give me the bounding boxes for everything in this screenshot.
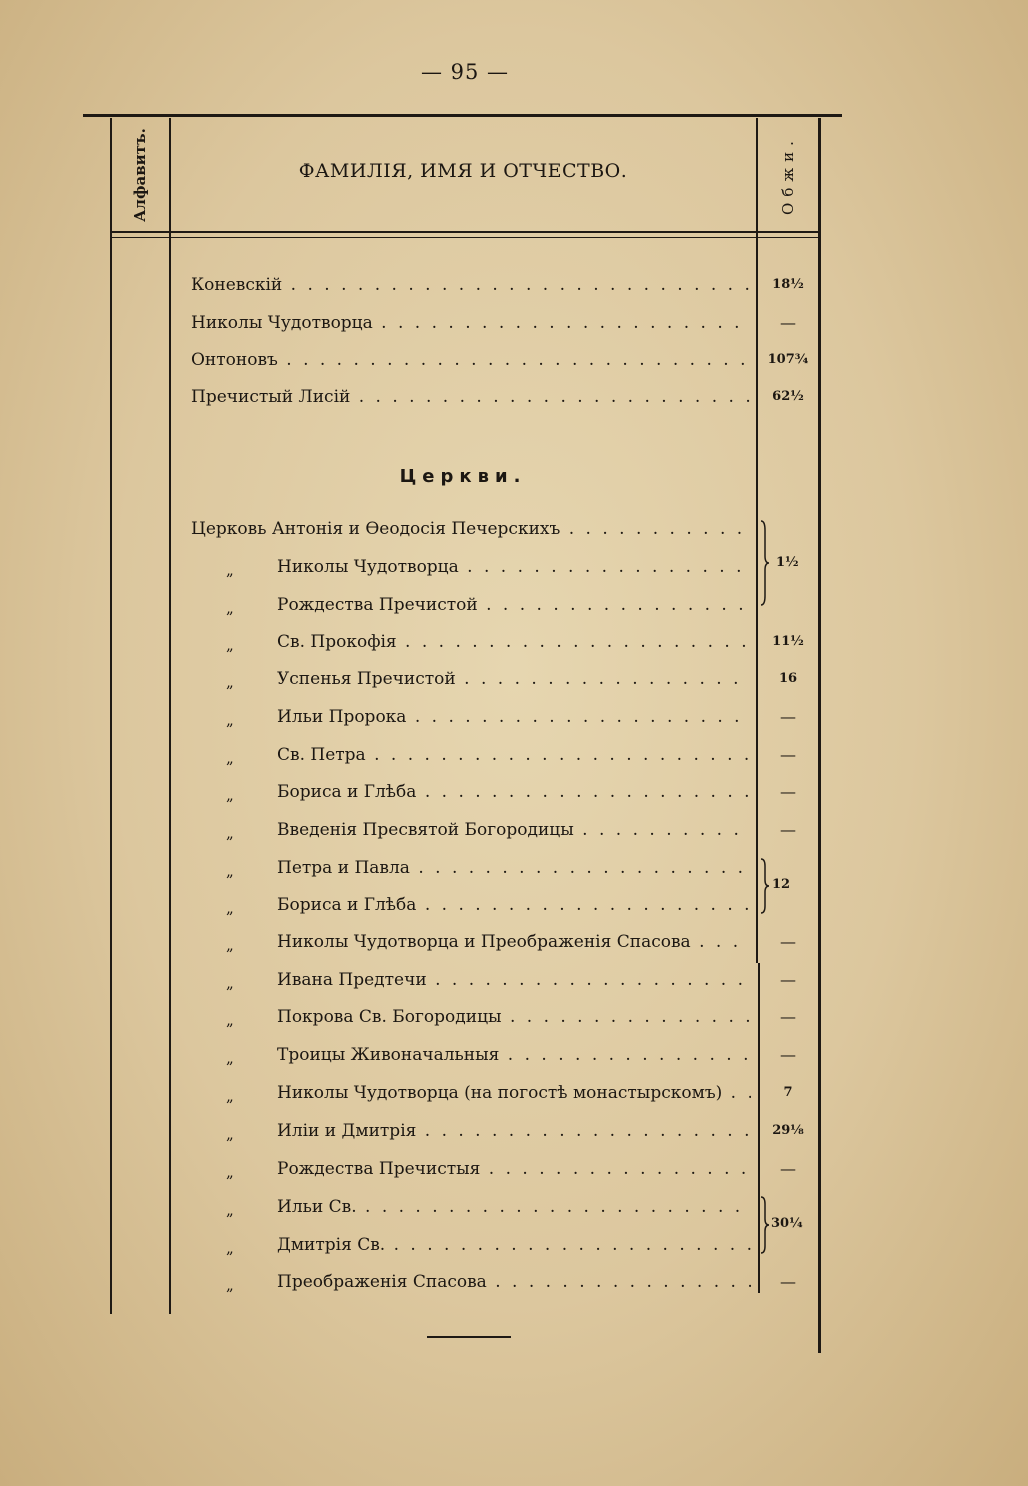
table-row — [0, 515, 1028, 543]
table-row — [0, 309, 1028, 337]
entry-name: Иліи и Дмитрія . . . — [277, 1117, 751, 1145]
entry-value: 11½ — [772, 634, 804, 649]
ditto-mark: „ — [226, 673, 234, 691]
ditto-mark: „ — [226, 636, 234, 654]
table-row — [0, 346, 1028, 374]
ditto-mark: „ — [226, 899, 234, 917]
ditto-mark: „ — [226, 749, 234, 767]
table-row — [0, 816, 1028, 844]
ditto-mark: „ — [226, 1125, 234, 1143]
header-alphabet — [110, 118, 169, 231]
entry-name: Коневскій . . . — [191, 271, 751, 299]
ditto-mark: „ — [226, 862, 234, 880]
header-name-column: ФАМИЛІЯ, ИМЯ И ОТЧЕСТВО. — [298, 160, 628, 182]
entry-value: — — [780, 1045, 796, 1064]
entry-name: Троицы Живоначальныя . . . — [277, 1041, 751, 1069]
brace-value: 12 — [772, 877, 791, 892]
page-number: — 95 — — [420, 60, 510, 84]
entry-value: — — [780, 782, 796, 801]
entry-value: 18½ — [772, 277, 804, 292]
ditto-mark: „ — [226, 786, 234, 804]
entry-name: Онтоновъ . . . — [191, 346, 751, 374]
table-row — [0, 966, 1028, 994]
entry-value: — — [780, 707, 796, 726]
entry-name: Николы Чудотворца . . . — [277, 553, 751, 581]
table-row — [0, 703, 1028, 731]
brace-group-2 — [760, 858, 770, 914]
entry-value: — — [780, 745, 796, 764]
table-row — [0, 628, 1028, 656]
table-row — [0, 1041, 1028, 1069]
bottom-rule — [427, 1336, 511, 1338]
table-row — [0, 591, 1028, 619]
ditto-mark: „ — [226, 1163, 234, 1181]
entry-value: — — [780, 970, 796, 989]
header-rule-thin — [110, 237, 818, 238]
header-obzh — [758, 118, 818, 231]
entry-name: Ивана Предтечи . . . — [277, 966, 751, 994]
entry-name: Петра и Павла . . . — [277, 854, 751, 882]
table-row — [0, 1003, 1028, 1031]
ditto-mark: „ — [226, 936, 234, 954]
ditto-mark: „ — [226, 1239, 234, 1257]
entry-name: Бориса и Глѣба . . . — [277, 891, 751, 919]
entry-value: 16 — [778, 671, 798, 686]
table-row — [0, 271, 1028, 299]
ditto-mark: „ — [226, 1276, 234, 1294]
ditto-mark: „ — [226, 824, 234, 842]
ditto-mark: „ — [226, 561, 234, 579]
top-rule — [83, 114, 842, 117]
entry-name: Церковь Антонія и Ѳеодосія Печерскихъ . . . — [191, 515, 751, 543]
entry-name: Преображенія Спасова . . . — [277, 1268, 751, 1296]
entry-value: 107¾ — [767, 352, 809, 367]
brace-group-3 — [760, 1196, 770, 1254]
ditto-mark: „ — [226, 974, 234, 992]
ditto-mark: „ — [226, 711, 234, 729]
table-row — [0, 854, 1028, 882]
table-row — [0, 741, 1028, 769]
entry-value: — — [780, 932, 796, 951]
table-row — [0, 665, 1028, 693]
table-row — [0, 1231, 1028, 1259]
table-row — [0, 891, 1028, 919]
entry-name: Успенья Пречистой . . . — [277, 665, 751, 693]
entry-value: — — [780, 1272, 796, 1291]
entry-name: Ильи Св. . . . — [277, 1193, 751, 1221]
entry-name: Дмитрія Св. . . . — [277, 1231, 751, 1259]
table-row — [0, 1079, 1028, 1107]
entry-name: Св. Петра . . . — [277, 741, 751, 769]
table-row — [0, 1117, 1028, 1145]
entry-name: Николы Чудотворца и Преображенія Спасова . . . — [277, 928, 751, 956]
entry-value: — — [780, 1159, 796, 1178]
brace-value: 30¼ — [771, 1216, 803, 1231]
entry-value: — — [780, 1007, 796, 1026]
entry-name: Николы Чудотворца . . . — [191, 309, 751, 337]
entry-name: Пречистый Лисій . . . — [191, 383, 751, 411]
entry-value: 7 — [783, 1085, 793, 1100]
table-row — [0, 778, 1028, 806]
table-row — [0, 383, 1028, 411]
ditto-mark: „ — [226, 1087, 234, 1105]
entry-value: 62½ — [772, 389, 804, 404]
entry-value: 29⅛ — [772, 1123, 804, 1138]
entry-name: Бориса и Глѣба . . . — [277, 778, 751, 806]
entry-name: Покрова Св. Богородицы . . . — [277, 1003, 751, 1031]
ditto-mark: „ — [226, 1201, 234, 1219]
entry-value: — — [780, 820, 796, 839]
brace-value: 1½ — [776, 555, 799, 570]
table-row — [0, 1268, 1028, 1296]
section-title: Церкви. — [399, 466, 527, 487]
header-rule — [110, 231, 818, 233]
table-row — [0, 553, 1028, 581]
entry-name: Введенія Пресвятой Богородицы . . . — [277, 816, 751, 844]
header-obzh-label: Обжи. — [779, 134, 797, 215]
entry-value: — — [780, 313, 796, 332]
table-row — [0, 1155, 1028, 1183]
header-alphabet-label: Алфавитъ. — [130, 127, 149, 222]
entry-name: Рождества Пречистыя . . . — [277, 1155, 751, 1183]
ditto-mark: „ — [226, 1049, 234, 1067]
entry-name: Ильи Пророка . . . — [277, 703, 751, 731]
entry-name: Рождества Пречистой . . . — [277, 591, 751, 619]
entry-name: Св. Прокофія . . . — [277, 628, 751, 656]
table-row — [0, 1193, 1028, 1221]
table-row — [0, 928, 1028, 956]
entry-name: Николы Чудотворца (на погостѣ монастырскомъ) . . . — [277, 1079, 751, 1107]
ditto-mark: „ — [226, 599, 234, 617]
brace-group-1 — [760, 520, 770, 606]
ditto-mark: „ — [226, 1011, 234, 1029]
